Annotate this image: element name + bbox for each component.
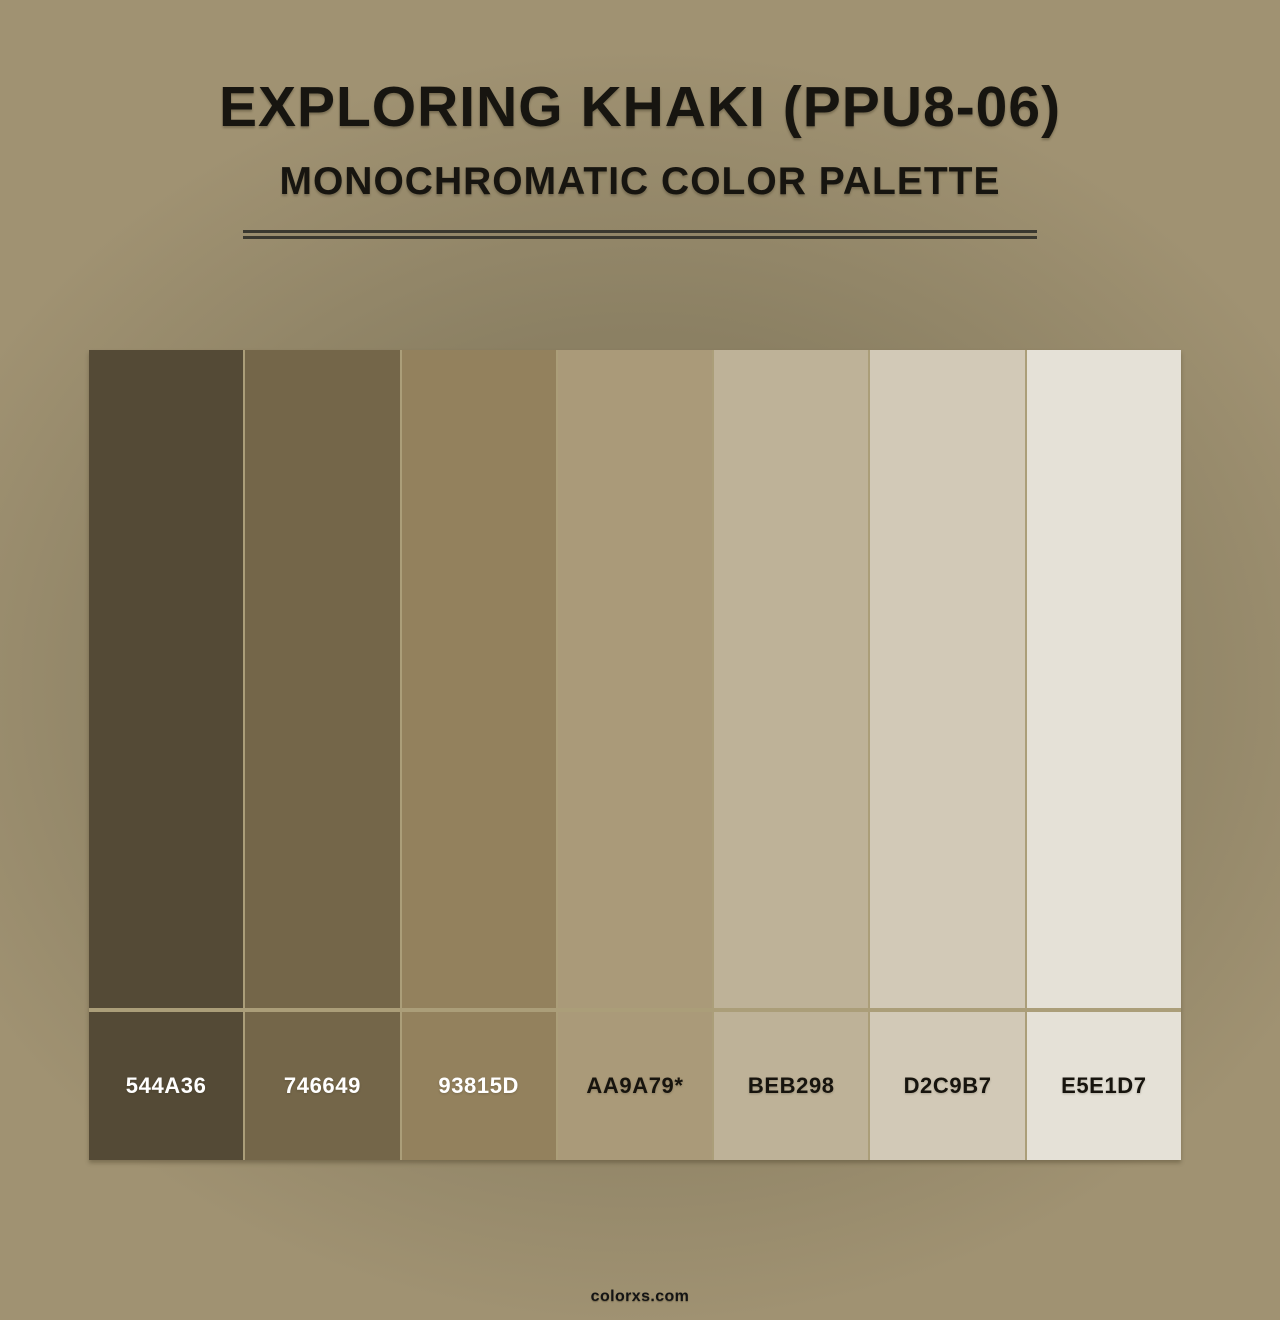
swatch-label-cell[interactable] [245, 1012, 399, 1160]
swatch-label-cell[interactable] [714, 1012, 868, 1160]
swatch-label-cell[interactable] [402, 1012, 556, 1160]
swatch-hex-label: E5E1D7 [1061, 1073, 1147, 1098]
swatch-hex-label: 93815D [438, 1073, 520, 1098]
swatch-hex-label: 746649 [283, 1073, 361, 1098]
palette-grid [89, 350, 1181, 1160]
palette-swatch[interactable] [558, 350, 712, 1008]
swatch-label-cell[interactable] [89, 1012, 243, 1160]
swatch-label-cell[interactable] [1027, 1012, 1181, 1160]
site-credit[interactable]: colorxs.com [590, 1288, 690, 1305]
palette-swatch[interactable] [402, 350, 556, 1008]
footer [0, 1288, 1280, 1306]
palette-swatch[interactable] [1027, 350, 1181, 1008]
palette-swatch[interactable] [714, 350, 868, 1008]
page-subtitle: MONOCHROMATIC COLOR PALETTE [279, 159, 1001, 203]
swatch-label-cell[interactable] [870, 1012, 1024, 1160]
palette-swatch[interactable] [870, 350, 1024, 1008]
double-divider-line [243, 230, 1037, 239]
swatch-hex-label: AA9A79* [586, 1073, 684, 1098]
page-title: EXPLORING KHAKI (PPU8-06) [218, 75, 1062, 139]
header [0, 0, 1280, 239]
swatch-label-cell[interactable] [558, 1012, 712, 1160]
palette-swatch[interactable] [89, 350, 243, 1008]
swatch-hex-label: D2C9B7 [903, 1073, 992, 1098]
swatch-hex-label: 544A36 [125, 1073, 207, 1098]
swatch-hex-label: BEB298 [747, 1073, 835, 1098]
palette-swatch[interactable] [245, 350, 399, 1008]
